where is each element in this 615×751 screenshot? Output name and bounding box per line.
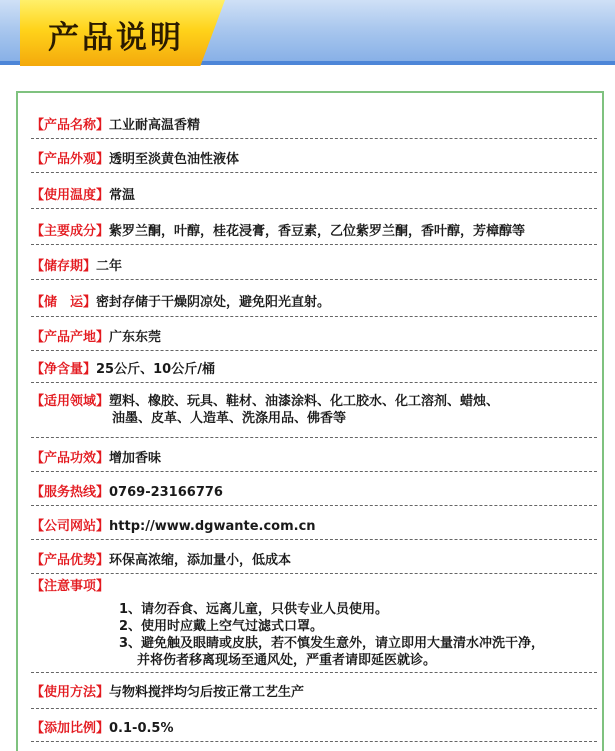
row-label: 【服务热线】 [31,485,110,500]
row-precautions [31,578,597,673]
row-label: 【使用方法】 [31,685,110,700]
row-label: 【适用领域】 [31,394,110,409]
row-label: 【添加比例】 [31,721,110,736]
precaution-item-continued: 并将伤者移离现场至通风处，严重者请即延医就诊。 [137,653,437,668]
row-value: 广东东莞 [109,330,162,345]
row-value: 与物料搅拌均匀后按正常工艺生产 [109,685,305,700]
row-net-content [31,355,597,383]
row-value: 密封存储于干燥阴凉处，避免阳光直射。 [96,295,331,310]
row-label: 【产品外观】 [31,152,110,167]
row-shelf-life [31,251,597,280]
row-label: 【主要成分】 [31,224,110,239]
row-storage [31,286,597,317]
row-value: 环保高浓缩，添加量小，低成本 [109,553,292,568]
row-label: 【使用温度】 [31,188,110,203]
precaution-item: 1、请勿吞食、远离儿童，只供专业人员使用。 [119,602,389,617]
row-value: 紫罗兰酮，叶醇，桂花浸膏，香豆素，乙位紫罗兰酮，香叶醇，芳樟醇等 [109,224,526,239]
row-effect [31,442,597,472]
spec-panel [16,91,604,751]
precaution-item: 2、使用时应戴上空气过滤式口罩。 [119,619,324,634]
row-value: 0769-23166776 [109,485,223,500]
row-label: 【产品功效】 [31,451,110,466]
row-value: 增加香味 [109,451,162,466]
row-label: 【产品名称】 [31,118,110,133]
row-label: 【产品优势】 [31,553,110,568]
row-website [31,510,597,540]
row-advantages [31,544,597,574]
row-value: 二年 [96,259,123,274]
row-value-continued: 油墨、皮革、人造革、洗涤用品、佛香等 [112,411,347,426]
page-title: 产品说明 [48,20,184,56]
row-temperature [31,179,597,209]
row-value: 塑料、橡胶、玩具、鞋材、油漆涂料、化工胶水、化工溶剂、蜡烛、 [109,394,500,409]
row-value: 25公斤、10公斤/桶 [96,362,215,377]
row-label: 【净含量】 [31,362,97,377]
row-ingredients [31,215,597,245]
row-origin [31,322,597,351]
row-value: 透明至淡黄色油性液体 [109,152,240,167]
row-product-name [31,111,597,139]
row-label: 【产品产地】 [31,330,110,345]
row-ratio [31,712,597,742]
row-value: 常温 [109,188,136,203]
precaution-item: 3、避免触及眼睛或皮肤，若不慎发生意外，请立即用大量清水冲洗干净， [119,636,545,651]
row-label: 【注意事项】 [31,579,110,594]
website-link: http://www.dgwante.com.cn [109,519,316,534]
row-value: 工业耐高温香精 [109,118,201,133]
precaution-list [31,595,597,669]
row-appearance [31,145,597,173]
row-value: 0.1-0.5% [109,721,174,736]
row-label: 【公司网站】 [31,519,110,534]
row-hotline [31,476,597,506]
row-label: 【储 运】 [31,295,97,310]
row-applications [31,387,597,438]
row-label: 【储存期】 [31,259,97,274]
row-usage [31,679,597,709]
